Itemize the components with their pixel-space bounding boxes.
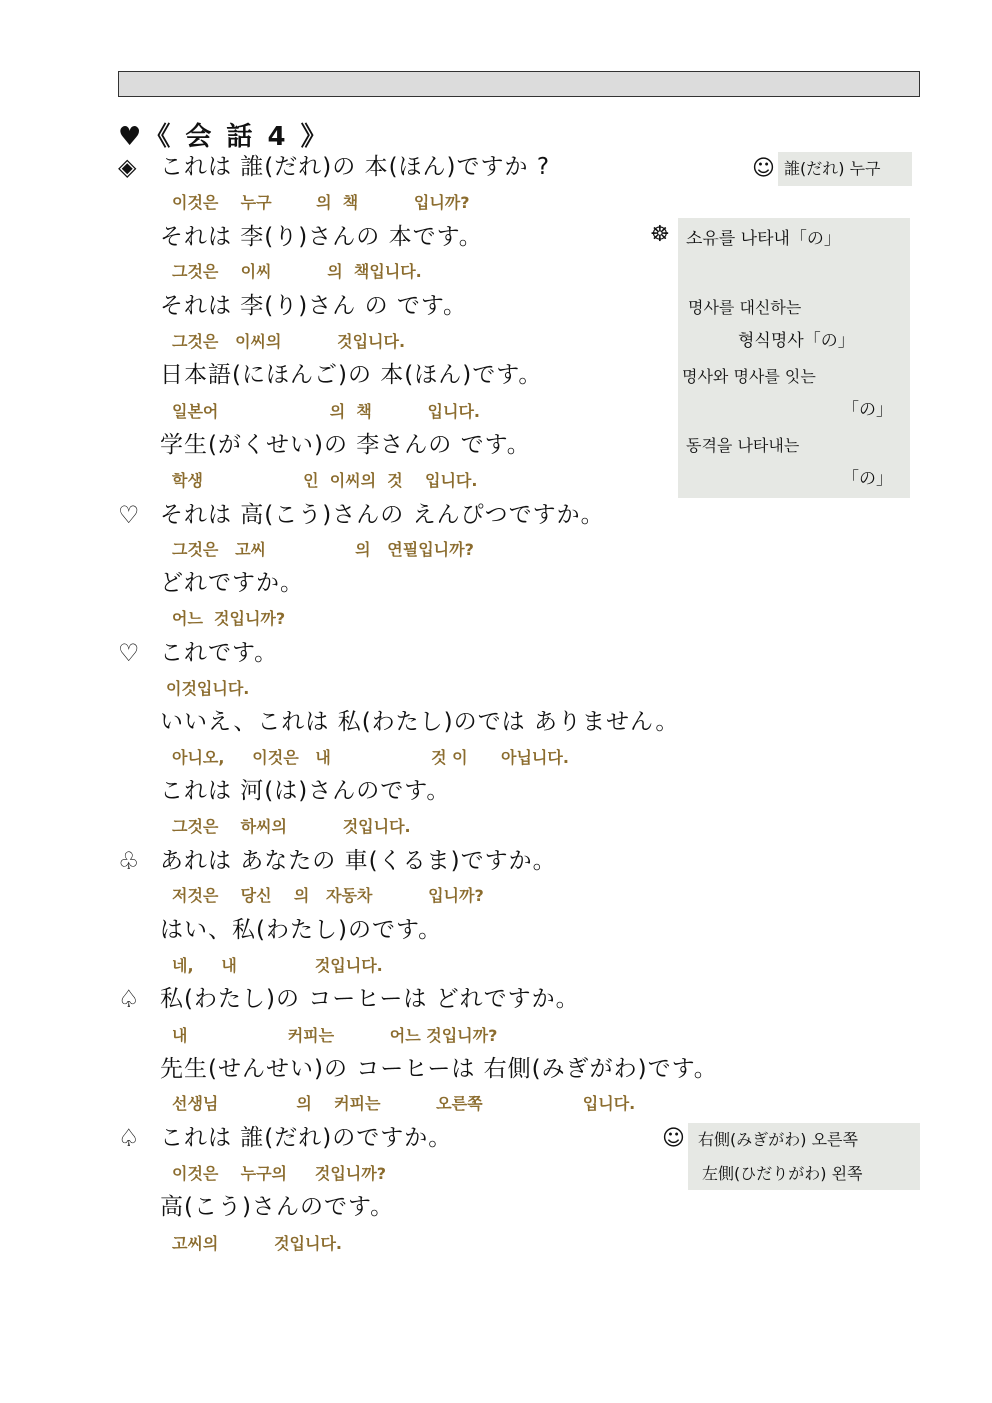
note-line: 명사와 명사를 잇는	[682, 367, 816, 386]
note-line: 소유를 나타내「の」	[686, 229, 841, 249]
kr-line: 네, 내 것입니다.	[172, 956, 383, 975]
kr-line: 아니오, 이것은 내 것 이 아닙니다.	[172, 748, 569, 767]
note-line: 「の」	[842, 400, 893, 420]
jp-line: これです。	[160, 640, 279, 666]
title-text: 《 会 話 4 》	[144, 122, 330, 152]
note-line: 형식명사「の」	[738, 331, 855, 351]
page-title	[118, 116, 330, 153]
kr-line: 저것은 당신 의 자동차 입니까?	[172, 886, 484, 905]
kr-line: 선생님 의 커피는 오른쪽 입니다.	[172, 1094, 636, 1113]
note-line: 左側(ひだりがわ) 왼쪽	[702, 1164, 863, 1183]
jp-line: それは 高(こう)さんの えんぴつですか。	[160, 502, 605, 528]
diamond-icon: ◈	[118, 153, 137, 181]
smiley-icon: ☺	[662, 1126, 685, 1151]
kr-line: 그것은 고씨 의 연필입니까?	[172, 540, 474, 559]
kr-line: 학생 인 이씨의 것 입니다.	[172, 471, 478, 490]
jp-line: はい、私(わたし)のです。	[160, 917, 443, 943]
heart-icon: ♥	[118, 122, 145, 152]
note-line: 동격을 나타내는	[686, 436, 800, 455]
jp-line: いいえ、これは 私(わたし)のでは ありません。	[160, 709, 680, 735]
jp-line: これは 河(は)さんのです。	[160, 778, 451, 804]
kr-line: 그것은 이씨의 것입니다.	[172, 332, 406, 351]
kr-line: 이것입니다.	[166, 679, 250, 698]
spade-outline-icon: ♤	[118, 985, 140, 1013]
kr-line: 그것은 하씨의 것입니다.	[172, 817, 411, 836]
header-bar	[118, 71, 920, 97]
jp-line: 高(こう)さんのです。	[160, 1194, 395, 1220]
kr-line: 고씨의 것입니다.	[172, 1234, 342, 1253]
note-line: 명사를 대신하는	[688, 298, 802, 317]
kr-line: 이것은 누구의 것입니까?	[172, 1164, 386, 1183]
jp-line: それは 李(り)さんの 本です。	[160, 224, 483, 250]
jp-line: 学生(がくせい)の 李さんの です。	[160, 432, 531, 458]
note-box-migigawa	[688, 1123, 920, 1190]
heart-outline-icon: ♡	[118, 639, 140, 667]
jp-line: 先生(せんせい)の コーヒーは 右側(みぎがわ)です。	[160, 1056, 718, 1082]
note-box-dare	[778, 152, 912, 186]
jp-line: どれですか。	[160, 570, 304, 596]
kr-line: 이것은 누구 의 책 입니까?	[172, 193, 470, 212]
spade-outline-icon: ♤	[118, 1124, 140, 1152]
note-line: 右側(みぎがわ) 오른쪽	[698, 1130, 858, 1149]
jp-line: これは 誰(だれ)の 本(ほん)ですか ?	[160, 154, 551, 180]
kr-line: 그것은 이씨 의 책입니다.	[172, 262, 422, 281]
heart-outline-icon: ♡	[118, 501, 140, 529]
smiley-icon: ☺	[752, 156, 775, 181]
jp-line: それは 李(り)さん の です。	[160, 293, 468, 319]
note-line: 「の」	[842, 469, 893, 489]
kr-line: 내 커피는 어느 것입니까?	[172, 1026, 498, 1045]
wheel-icon: ☸	[650, 222, 670, 247]
kr-line: 어느 것입니까?	[172, 609, 286, 628]
jp-line: 日本語(にほんご)の 本(ほん)です。	[160, 362, 543, 388]
kr-line: 일본어 의 책 입니다.	[172, 402, 480, 421]
jp-line: これは 誰(だれ)のですか。	[160, 1125, 453, 1151]
jp-line: 私(わたし)の コーヒーは どれですか。	[160, 986, 580, 1012]
note-box-no	[678, 218, 910, 498]
jp-line: あれは あなたの 車(くるま)ですか。	[160, 848, 557, 874]
note-text: 誰(だれ) 누구	[784, 159, 881, 178]
club-outline-icon: ♧	[118, 847, 140, 875]
